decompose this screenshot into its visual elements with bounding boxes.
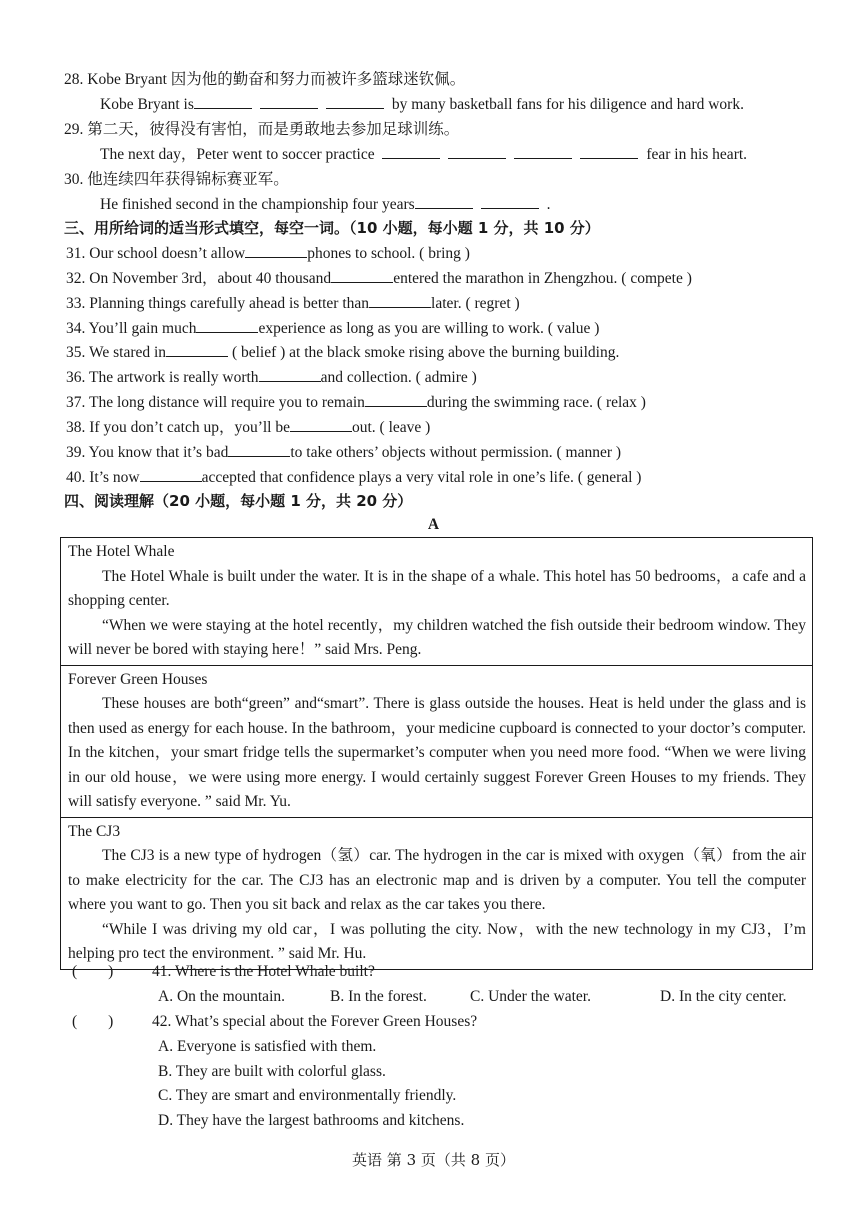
q28-english: Kobe Bryant is by many basketball fans for his diligence and hard work.	[100, 96, 744, 113]
q36: 36. The artwork is really worth and collection. ( admire )	[66, 369, 477, 386]
q38: 38. If you don’t catch up，you’ll be out. ( leave )	[66, 419, 431, 436]
q31: 31. Our school doesn’t allow phones to school. ( bring )	[66, 245, 470, 262]
passage-label: A	[427, 516, 440, 533]
answer-blank[interactable]	[382, 144, 440, 159]
passage-hotel-whale	[61, 538, 812, 666]
passage-paragraph: The Hotel Whale is built under the water. It is in the shape of a whale. This hotel has 50 bedrooms，a cafe and a shopping center.	[68, 567, 806, 609]
q39: 39. You know that it’s bad to take others’ objects without permission. ( manner )	[66, 444, 622, 461]
q41-stem: ( ) 41. Where is the Hotel Whale built?	[72, 963, 375, 980]
passage-cj3	[61, 818, 812, 969]
answer-blank[interactable]	[448, 144, 506, 159]
answer-blank[interactable]	[369, 293, 431, 308]
answer-blank[interactable]	[415, 194, 473, 209]
answer-blank[interactable]	[331, 268, 393, 283]
passage-title: The Hotel Whale	[68, 543, 175, 560]
passage-paragraph: “While I was driving my old car，I was polluting the city. Now，with the new technology in my CJ3，I’m helping pro tect the environment. ” said Mr. Hu.	[68, 920, 806, 962]
passage-title: Forever Green Houses	[68, 670, 208, 688]
q30-chinese: 30. 他连续四年获得锦标赛亚军。	[64, 171, 289, 188]
q29-chinese: 29. 第二天，彼得没有害怕，而是勇敢地去参加足球训练。	[64, 121, 460, 138]
q34: 34. You’ll gain much experience as long as you are willing to work. ( value )	[66, 320, 600, 337]
section4-heading: 四、阅读理解（20 小题，每小题 1 分，共 20 分）	[64, 492, 413, 510]
answer-blank[interactable]	[259, 367, 321, 382]
answer-blank[interactable]	[166, 342, 228, 357]
answer-blank[interactable]	[514, 144, 572, 159]
q42-option-d[interactable]: D. They have the largest bathrooms and kitchens.	[158, 1112, 465, 1129]
option-d[interactable]: D. In the city center.	[660, 988, 787, 1005]
passage-paragraph: The CJ3 is a new type of hydrogen（氢）car. The hydrogen in the car is mixed with oxygen（氧）from the air to make electricity for the car. The CJ3 has an electronic map and is driven by a computer. You tell the computer where you want to go. Then you sit back and relax as the car takes you there.	[68, 847, 806, 913]
q40: 40. It’s now accepted that confidence plays a very vital role in one’s life. ( general )	[66, 469, 642, 486]
q42-option-b[interactable]: B. They are built with colorful glass.	[158, 1063, 386, 1080]
answer-blank[interactable]	[365, 392, 427, 407]
passage-paragraph: “When we were staying at the hotel recently，my children watched the fish outside their bedroom window. They will never be bored with staying here！” said Mrs. Peng.	[68, 616, 806, 658]
q42-option-a[interactable]: A. Everyone is satisfied with them.	[158, 1038, 377, 1055]
q42-option-c[interactable]: C. They are smart and environmentally friendly.	[158, 1087, 457, 1104]
answer-blank[interactable]	[580, 144, 638, 159]
answer-blank[interactable]	[140, 467, 202, 482]
answer-blank[interactable]	[290, 417, 352, 432]
q35: 35. We stared in ( belief ) at the black smoke rising above the burning building.	[66, 344, 620, 361]
q32: 32. On November 3rd，about 40 thousand entered the marathon in Zhengzhou. ( compete )	[66, 270, 692, 287]
answer-blank[interactable]	[481, 194, 539, 209]
answer-blank[interactable]	[228, 442, 290, 457]
q37: 37. The long distance will require you to remain during the swimming race. ( relax )	[66, 394, 646, 411]
answer-blank[interactable]	[245, 243, 307, 258]
reading-passage-box	[60, 537, 813, 970]
option-c[interactable]: C. Under the water.	[470, 988, 591, 1005]
page-footer: 英语 第 3 页（共 8 页）	[352, 1151, 515, 1169]
passage-forever-green-houses	[61, 666, 812, 818]
answer-blank[interactable]	[260, 94, 318, 109]
answer-blank[interactable]	[194, 94, 252, 109]
answer-blank[interactable]	[196, 318, 258, 333]
q29-english: The next day，Peter went to soccer practice fear in his heart.	[100, 146, 748, 163]
q33: 33. Planning things carefully ahead is better than later. ( regret )	[66, 295, 520, 312]
section3-heading: 三、用所给词的适当形式填空，每空一词。（10 小题，每小题 1 分，共 10 分）	[64, 219, 600, 237]
q30-english: He finished second in the championship four years .	[100, 196, 551, 213]
passage-title: The CJ3	[68, 822, 121, 840]
q41-options	[158, 987, 787, 1007]
q28-chinese: 28. Kobe Bryant 因为他的勤奋和努力而被许多篮球迷钦佩。	[64, 71, 466, 88]
answer-bracket[interactable]: ( )	[72, 1013, 114, 1030]
answer-bracket[interactable]: ( )	[72, 963, 114, 980]
option-a[interactable]: A. On the mountain.	[158, 988, 285, 1005]
passage-paragraph: These houses are both“green” and“smart”. There is glass outside the houses. Heat is held under the glass and is then used as energy for each house. In the bathroom，your medicine cupboard is connected to your doctor’s computer. In the kitchen，your smart fridge tells the supermarket’s computer when you need more food. “When we were living in our old house，we were using more energy. I would certainly suggest Forever Green Houses to my friends. They will satisfy everyone. ” said Mr. Yu.	[68, 695, 806, 810]
option-b[interactable]: B. In the forest.	[330, 988, 427, 1005]
q42-stem: ( ) 42. What’s special about the Forever Green Houses?	[72, 1013, 478, 1030]
answer-blank[interactable]	[326, 94, 384, 109]
